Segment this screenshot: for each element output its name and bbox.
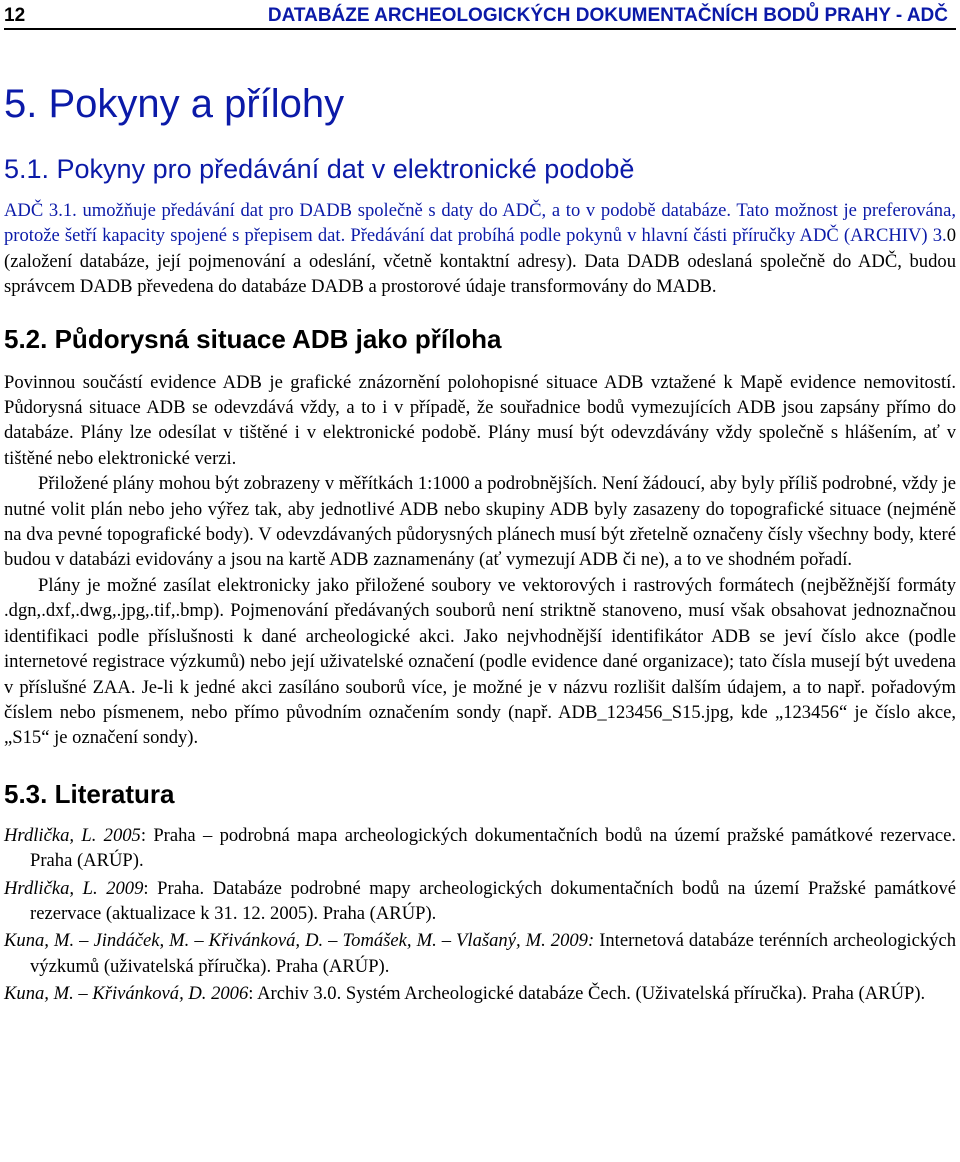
section-5-2-paragraph-1: Povinnou součástí evidence ADB je grafické znázornění polohopisné situace ADB vztažené k Mapě evidence nemovitostí. Půdorysná situace ADB se odevzdává vždy, a to i v případě, že souřadnice bodů vymezujících ADB jsou zapsány přímo do databáze. Plány lze odesílat v tištěné i v elektronické podobě. Plány musí být odevzdávány vždy společně s hlášením, ať v tištěné nebo elektronické verzi. bbox=[4, 371, 956, 469]
section-5-2-paragraph-3: Plány je možné zasílat elektronicky jako přiložené soubory ve vektorových i rastrových formátech (nejběžnější formáty .dgn,.dxf,.dwg,.jpg,.tif,.bmp). Pojmenování předávaných souborů není striktně stanoveno, musí však obsahovat jednoznačnou identifikaci podle příslušnosti k dané archeologické akci. Jako nejvhodnější identifikátor ADB se jeví číslo akce (podle internetové registrace výzkumů) nebo její uživatelské označení (podle evidence dané organizace); tato čísla musejí být uvedena v příslušné ZAA. Je-li k jedné akci zasíláno souborů více, je možné je v názvu rozlišit dalším údajem, a to např. pořadovým číslem nebo písmenem, nebo přímo původním označením sondy (např. ADB_123456_S15.jpg, kde „123456“ je číslo akce, „S15“ je označení sondy). bbox=[4, 574, 956, 749]
reference-author: Kuna, M. – Jindáček, M. – Křivánková, D. – Tomášek, M. – Vlašaný, M. 2009: bbox=[4, 930, 595, 952]
section-title-5-2: 5.2. Půdorysná situace ADB jako příloha bbox=[4, 323, 502, 354]
section-5-2-paragraph-2: Přiložené plány mohou být zobrazeny v měřítkách 1:1000 a podrobnějších. Není žádoucí, aby byly příliš podrobné, vždy je nutné volit plán nebo jeho výřez tak, aby jednotlivé ADB nebo skupiny ADB byly zasazeny do topografické situace (nejméně na dva pevné topografické body). V odevzdávaných půdorysných plánech musí být zřetelně označeny čísly všechny body, které budou v databázi evidovány a jsou na kartě ADB zaznamenány (ať vymezují ADB či ne), a to ve shodném pořadí. bbox=[4, 473, 956, 571]
section-5-1-text-b: 0 (založení databáze, její pojmenování a odeslání, včetně kontaktní adresy). Data DADB odeslaná společně do ADČ, budou správcem DADB převedena do databáze DADB a prostorové údaje transformovány do MADB. bbox=[4, 225, 956, 298]
section-5-1-paragraph bbox=[4, 198, 956, 300]
reference-author: Hrdlička, L. 2009 bbox=[4, 877, 144, 899]
running-title: DATABÁZE ARCHEOLOGICKÝCH DOKUMENTAČNÍCH BODŮ PRAHY - ADČ bbox=[267, 5, 948, 26]
reference-text: : Praha – podrobná mapa archeologických dokumentačních bodů na území pražské památkové rezervace. Praha (ARÚP). bbox=[30, 824, 956, 872]
section-title-5-1: 5.1. Pokyny pro předávání dat v elektronické podobě bbox=[4, 154, 635, 184]
reference-author: Hrdlička, L. 2005 bbox=[4, 824, 141, 846]
chapter-title: 5. Pokyny a přílohy bbox=[4, 82, 345, 126]
reference-item bbox=[4, 928, 956, 979]
reference-text: Internetová databáze terénních archeologických výzkumů (uživatelská příručka). Praha (ARÚP). bbox=[30, 930, 956, 977]
reference-item bbox=[4, 823, 956, 874]
section-5-1-text-a: ADČ 3.1. umožňuje předávání dat pro DADB společně s daty do ADČ, a to v podobě databáze. Tato možnost je preferována, protože šetří kapacity spojené s přepisem dat. Předávání dat probíhá podle pokynů v hlavní části příručky ADČ (ARCHIV) 3. bbox=[4, 200, 956, 247]
reference-item bbox=[4, 876, 956, 927]
reference-list bbox=[4, 823, 956, 1007]
reference-item bbox=[4, 981, 956, 1006]
reference-text: : Archiv 3.0. Systém Archeologické databáze Čech. (Uživatelská příručka). Praha (ARÚP). bbox=[248, 983, 926, 1005]
reference-text: : Praha. Databáze podrobné mapy archeologických dokumentačních bodů na území Pražské památkové rezervace (aktualizace k 31. 12. 2005). Praha (ARÚP). bbox=[30, 877, 956, 924]
page-number: 12 bbox=[4, 5, 26, 26]
section-title-5-3: 5.3. Literatura bbox=[4, 778, 175, 809]
reference-author: Kuna, M. – Křivánková, D. 2006 bbox=[4, 983, 249, 1005]
running-header bbox=[4, 0, 956, 30]
